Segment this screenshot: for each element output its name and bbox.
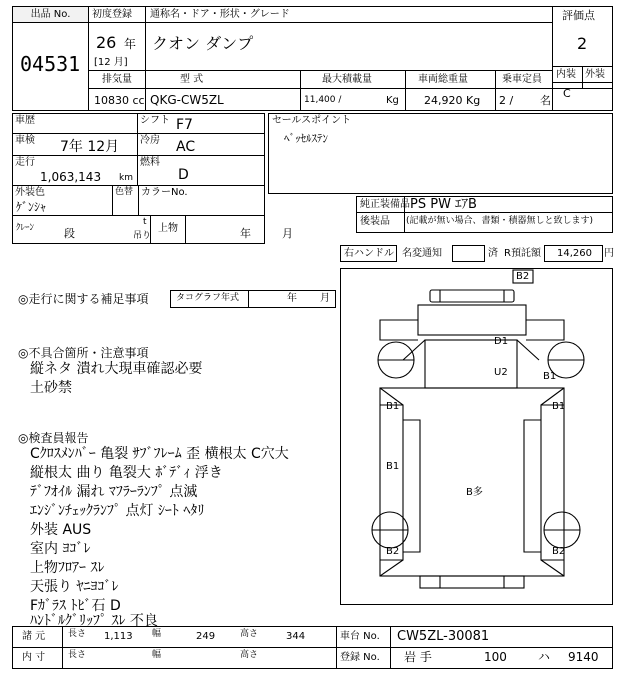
height-value: 344 xyxy=(286,631,306,642)
color-value: ｹﾞﾝｼｬ xyxy=(16,200,47,214)
car-name: クオン ダンプ xyxy=(152,34,254,53)
damage-mark: B1 xyxy=(543,371,557,382)
damage-mark: B1 xyxy=(552,401,566,412)
inspection-label: 車検 xyxy=(15,135,35,146)
history-label: 車歴 xyxy=(15,115,35,126)
defect-line: 土砂禁 xyxy=(30,380,72,396)
handle-position: 右ハンドル xyxy=(344,248,394,259)
inspector-line: 室内 ﾖｺﾞﾚ xyxy=(30,541,91,557)
color-change-label: 色替 xyxy=(115,187,134,197)
ac-label: 冷房 xyxy=(140,135,160,146)
displacement-label: 排気量 xyxy=(102,74,132,85)
width-label: 幅 xyxy=(152,629,162,639)
damage-mark: B多 xyxy=(466,487,483,498)
first-registration-label: 初度登録 xyxy=(92,9,132,20)
exterior-label: 外装 xyxy=(585,69,605,80)
length-label: 長さ xyxy=(68,629,87,639)
recycle-amount: 14,260 xyxy=(557,248,592,259)
recycle-paid-mark: 済 xyxy=(488,248,498,259)
lot-number: 04531 xyxy=(20,52,81,76)
fuel-value: D xyxy=(178,167,189,183)
fuel-label: 燃料 xyxy=(140,157,160,168)
registration-year-unit: 年 xyxy=(124,37,137,51)
capacity-unit: 名 xyxy=(540,94,551,107)
registration-number: 9140 xyxy=(568,650,599,664)
lot-number-label: 出品 No. xyxy=(13,7,88,22)
defect-notes-title: ◎不具合箇所・注意事項 xyxy=(18,346,149,360)
inspector-line: Fｶﾞﾗｽ ﾄﾋﾞ石 D xyxy=(30,598,121,614)
sales-points: ﾍﾞｯｾﾙｽﾃﾝ xyxy=(284,132,328,145)
driving-notes-title: ◎走行に関する補足事項 xyxy=(18,292,149,306)
damage-mark: U2 xyxy=(494,367,508,378)
inspector-line: ﾃﾞﾌｵｲﾙ 漏れ ﾏﾌﾗｰﾗﾝﾌﾟ 点滅 xyxy=(30,484,198,500)
inspection-value: 7年 12月 xyxy=(60,139,120,155)
shift-label: シフト xyxy=(140,115,170,126)
inspector-line: Cｸﾛｽﾒﾝﾊﾞｰ 亀裂 ｻﾌﾞﾌﾚｰﾑ 歪 横根太 C穴大 xyxy=(30,446,289,462)
rating-score: 2 xyxy=(577,34,588,53)
crane-hook: 吊り xyxy=(133,231,152,241)
mileage-label: 走行 xyxy=(15,157,35,168)
mileage-unit: km xyxy=(119,173,133,183)
sales-points-label: セールスポイント xyxy=(272,115,352,126)
damage-mark: B2 xyxy=(516,271,530,282)
interior-grade: C xyxy=(563,87,571,100)
inspector-line: ﾊﾝﾄﾞﾙｸﾞﾘｯﾌﾟ ｽﾚ 不良 xyxy=(30,613,158,629)
color-label: 外装色 xyxy=(15,187,45,198)
recycle-label: R預託額 xyxy=(504,248,541,259)
upper-body-month: 月 xyxy=(282,227,293,240)
equipment-value: PS PW ｴｱB xyxy=(410,197,477,212)
max-load: 11,400 / xyxy=(304,95,342,105)
color-number-label: カラーNo. xyxy=(141,187,188,198)
rating-label: 評価点 xyxy=(562,9,595,22)
recycle-unit: 円 xyxy=(604,248,614,259)
mileage-value: 1,063,143 xyxy=(40,170,102,184)
upper-body-year: 年 xyxy=(240,227,251,240)
defect-line: 縦ネタ 潰れ大現車確認必要 xyxy=(30,361,203,377)
max-load-unit: Kg xyxy=(386,95,399,106)
registration-kana: ハ xyxy=(538,650,551,664)
tachograph-year: 年 xyxy=(287,293,297,304)
crane-stage: 段 xyxy=(64,227,75,240)
model-label: 型 式 xyxy=(180,74,204,85)
total-weight-label: 車両総重量 xyxy=(418,74,468,85)
dimensions-label: 諸 元 xyxy=(22,631,46,642)
inner-dimensions-label: 内 寸 xyxy=(22,652,46,663)
aftermarket-label: 後装品 xyxy=(360,216,390,227)
interior-label: 内装 xyxy=(556,69,576,80)
shift-value: F7 xyxy=(176,117,193,133)
total-weight: 24,920 Kg xyxy=(424,94,481,107)
inspector-report-title: ◎検査員報告 xyxy=(18,431,89,445)
registration-number-label: 登録 No. xyxy=(340,652,380,663)
damage-mark: B2 xyxy=(386,546,400,557)
aftermarket-note: (記載が無い場合、書類・積器無しと致します) xyxy=(406,216,594,226)
inspector-line: 縦根太 曲り 亀裂大 ﾎﾞﾃﾞｨ 浮き xyxy=(30,465,223,481)
inner-height-label: 高さ xyxy=(240,650,259,660)
car-name-label: 通称名・ドア・形状・グレード xyxy=(150,9,290,20)
equipment-label: 純正装備品 xyxy=(360,199,410,210)
length-value: 1,113 xyxy=(104,631,133,642)
registration-class: 100 xyxy=(484,650,507,664)
registration-area: 岩 手 xyxy=(404,650,432,664)
damage-mark: B2 xyxy=(552,546,566,557)
max-load-label: 最大積載量 xyxy=(322,74,372,85)
model-code: QKG-CW5ZL xyxy=(150,93,224,107)
inspector-line: 外装 AUS xyxy=(30,522,92,538)
registration-year: 26 xyxy=(96,33,117,52)
inspector-line: 天張り ﾔﾆﾖｺﾞﾚ xyxy=(30,579,119,595)
capacity-label: 乗車定員 xyxy=(502,74,542,85)
inner-width-label: 幅 xyxy=(152,650,162,660)
crane-label: ｸﾚｰﾝ xyxy=(16,223,35,233)
height-label: 高さ xyxy=(240,629,259,639)
tachograph-month: 月 xyxy=(320,293,330,304)
ac-value: AC xyxy=(176,139,196,155)
inner-length-label: 長さ xyxy=(68,650,87,660)
width-value: 249 xyxy=(196,631,216,642)
inspector-line: 上物ﾌﾛｱｰ ｽﾚ xyxy=(30,560,105,576)
damage-mark: D1 xyxy=(494,336,509,347)
displacement: 10830 cc xyxy=(94,94,145,107)
chassis-number: CW5ZL-30081 xyxy=(397,629,490,644)
upper-body-label: 上物 xyxy=(158,223,178,234)
chassis-number-label: 車台 No. xyxy=(340,631,380,642)
damage-mark: B1 xyxy=(386,401,400,412)
registration-month: [12 月] xyxy=(94,57,128,68)
tachograph-label: タコグラフ年式 xyxy=(176,293,240,303)
inspector-line: ｴﾝｼﾞﾝﾁｪｯｸﾗﾝﾌﾟ 点灯 ｼｰﾄ ﾍﾀﾘ xyxy=(30,503,205,519)
damage-mark: B1 xyxy=(386,461,400,472)
crane-ton: t xyxy=(143,217,147,227)
name-change-label: 名変通知 xyxy=(402,248,442,259)
capacity: 2 / xyxy=(499,94,514,107)
